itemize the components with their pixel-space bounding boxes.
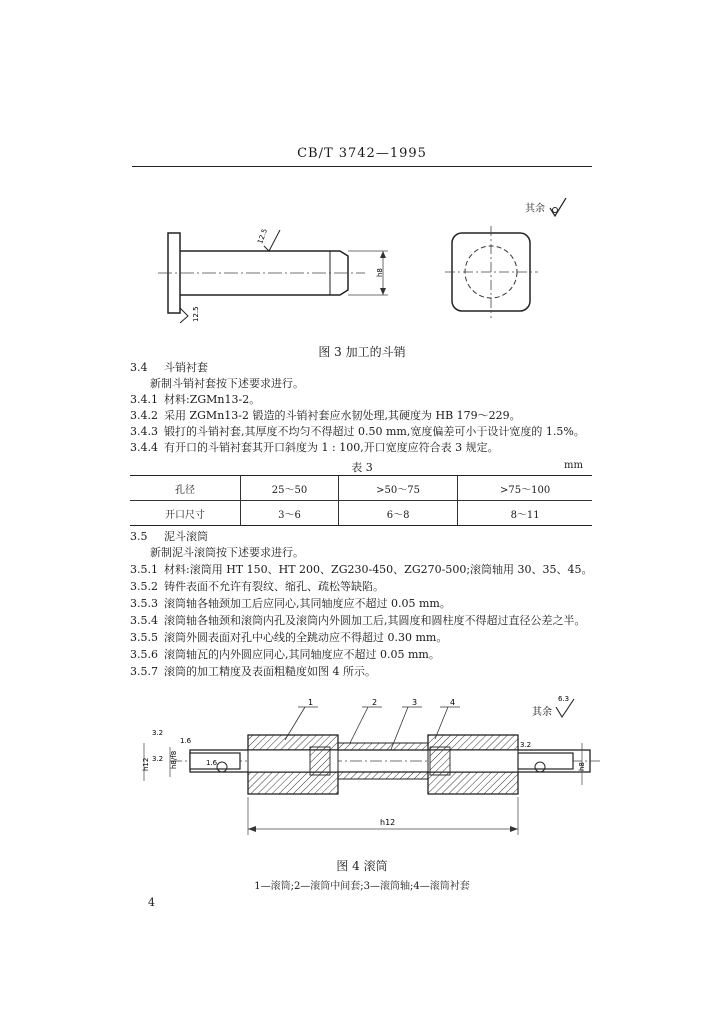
- table3-unit: mm: [564, 460, 583, 471]
- standard-code: CB/T 3742—1995: [297, 146, 427, 161]
- section-item: 3.5.1 材料:滚筒用 HT 150、HT 200、ZG230-450、ZG270-500;滚筒轴用 30、35、45。: [130, 563, 593, 576]
- figure3-drawing: [150, 188, 550, 338]
- table-cell: 6～8: [338, 501, 457, 526]
- section-item: 3.5.7 滚筒的加工精度及表面粗糙度如图 4 所示。: [130, 665, 376, 678]
- fig4-roughness: 1.6: [180, 737, 192, 745]
- fig4-left-dimension: h8/f8: [170, 750, 178, 769]
- fig4-right-dimension: h8: [578, 762, 586, 771]
- roller-middle-sleeve: [338, 743, 428, 750]
- roller-bushing: [430, 747, 450, 775]
- svg-text:12.5: 12.5: [192, 306, 200, 322]
- section-item: 3.4.1 材料:ZGMn13-2。: [130, 393, 261, 406]
- section-item: 3.5.6 滚筒轴瓦的内外圆应同心,其同轴度应不超过 0.05 mm。: [130, 648, 440, 661]
- figure3-caption: 图 3 加工的斗销: [318, 345, 406, 359]
- table-cell: >50～75: [338, 476, 457, 501]
- roughness-mark-icon: [180, 308, 188, 323]
- fig3-dimension: h8: [376, 268, 384, 277]
- table-cell: 25～50: [241, 476, 339, 501]
- table-cell: 3～6: [241, 501, 339, 526]
- section-3-5-intro: 新制泥斗滚筒按下述要求进行。: [150, 546, 304, 559]
- section-3-5-heading: 3.5 泥斗滚筒: [130, 530, 208, 543]
- section-item: 3.5.2 铸件表面不允许有裂纹、缩孔、疏松等缺陷。: [130, 580, 384, 593]
- part-number: 4: [450, 698, 456, 707]
- fig4-roughness: 1.6: [206, 759, 218, 767]
- part-number: 2: [372, 698, 378, 707]
- fig4-roughness: 3.2: [152, 755, 164, 763]
- section-item: 3.4.2 采用 ZGMn13-2 锻造的斗销衬套应水韧处理,其硬度为 HB 179～229。: [130, 409, 521, 422]
- page-number: 4: [148, 896, 155, 909]
- figure4-drawing: [130, 695, 600, 845]
- table-row: [130, 476, 592, 501]
- section-item: 3.5.5 滚筒外圆表面对孔中心线的全跳动应不得超过 0.30 mm。: [130, 631, 448, 644]
- section-item: 3.4.4 有开口的斗销衬套其开口斜度为 1 : 100,开口宽度应符合表 3 规定。: [130, 441, 499, 454]
- fig4-left-dimension: h12: [142, 757, 150, 771]
- table-cell: 开口尺寸: [130, 501, 241, 526]
- fig4-length-dimension: h12: [380, 818, 396, 827]
- table-row: [130, 501, 592, 526]
- table3-title: 表 3: [351, 461, 373, 474]
- fig3-other-label: 其余: [525, 203, 545, 215]
- table-cell: >75～100: [458, 476, 592, 501]
- fig4-other-label: 其余: [532, 707, 552, 718]
- section-item: 3.5.4 滚筒轴各轴颈和滚筒内孔及滚筒内外圆加工后,其圆度和圆柱度不得超过直径公差之半。: [130, 614, 586, 627]
- roller-bushing: [310, 747, 330, 775]
- fig4-roughness: 3.2: [152, 729, 164, 737]
- part-number: 1: [308, 698, 314, 707]
- section-item: 3.4.3 锻打的斗销衬套,其厚度不均匀不得超过 0.50 mm,宽度偏差可小于设计宽度的 1.5%。: [130, 425, 585, 438]
- table-cell: 孔径: [130, 476, 241, 501]
- figure4-legend: 1—滚筒;2—滚筒中间套;3—滚筒轴;4—滚筒衬套: [254, 881, 470, 892]
- section-item: 3.5.3 滚筒轴各轴颈加工后应同心,其同轴度应不超过 0.05 mm。: [130, 597, 451, 610]
- header-rule: [132, 166, 592, 167]
- svg-text:12.5: 12.5: [256, 227, 270, 246]
- roughness-symbol-icon: [548, 198, 568, 220]
- section-3-4-heading: 3.4 斗销衬套: [130, 361, 208, 374]
- fig4-roughness: 3.2: [520, 741, 532, 749]
- table-cell: 8～11: [458, 501, 592, 526]
- table3: [130, 475, 592, 526]
- fig4-other-value: 6.3: [558, 695, 570, 703]
- figure4-caption: 图 4 滚筒: [336, 859, 388, 873]
- section-3-4-intro: 新制斗销衬套按下述要求进行。: [150, 377, 304, 390]
- part-number: 3: [412, 698, 418, 707]
